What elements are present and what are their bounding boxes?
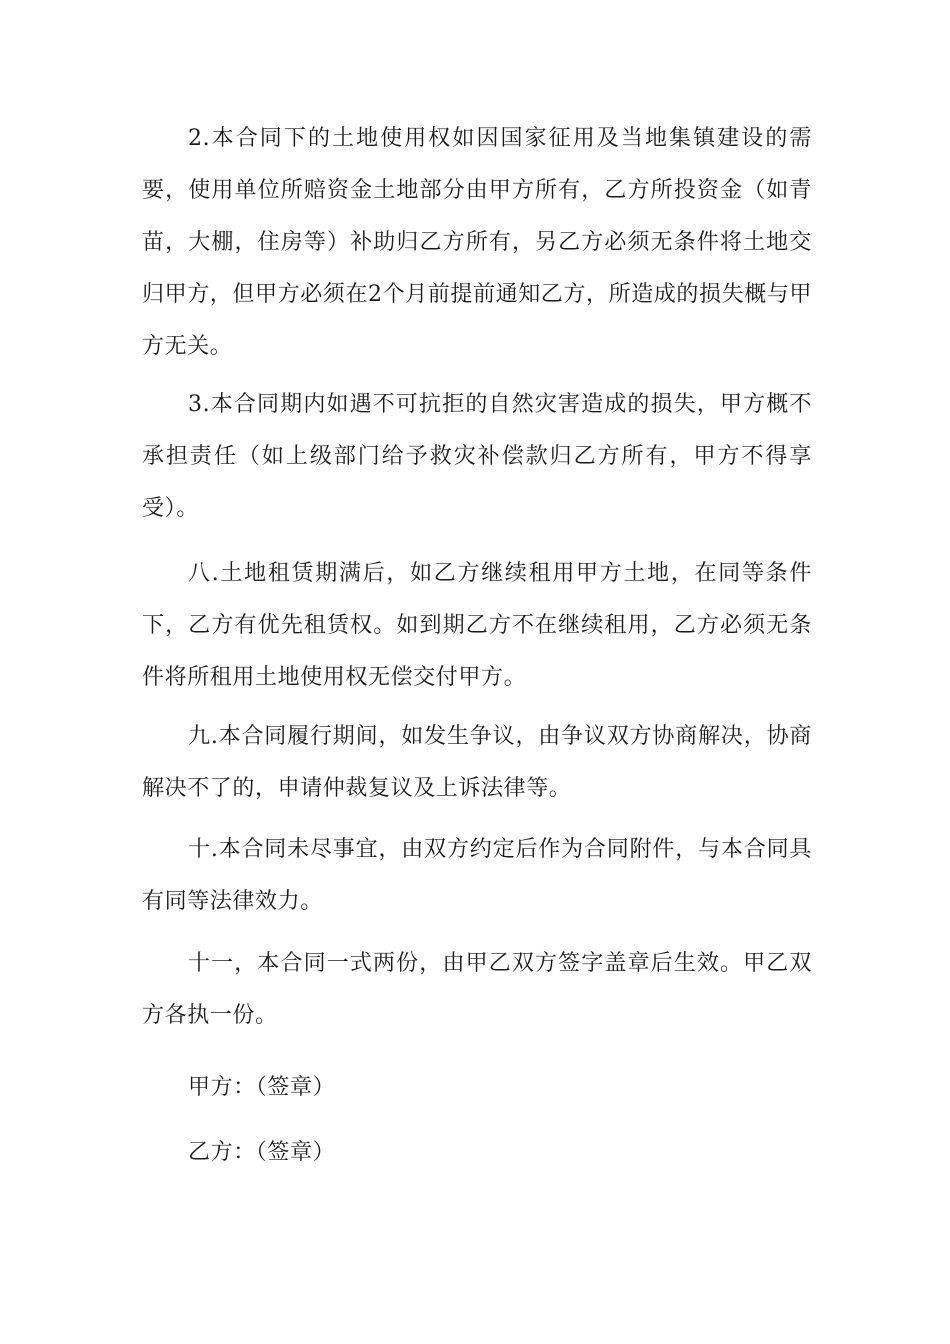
party-b-signature-line: 乙方：（签章） <box>188 1140 336 1165</box>
party-a-signature-line: 甲方：（签章） <box>188 1075 336 1100</box>
clause-8-lease-renewal: 八.土地租赁期满后，如乙方继续租用甲方土地，在同等条件下，乙方有优先租赁权。如到期乙方不在继续租用，乙方必须无条件将所租用土地使用权无偿交付甲方。 <box>142 561 812 690</box>
clause-3-force-majeure: 3.本合同期内如遇不可抗拒的自然灾害造成的损失，甲方概不承担责任（如上级部门给予救灾补偿款归乙方所有，甲方不得享受）。 <box>142 392 812 521</box>
clause-10-supplementary-matters: 十.本合同未尽事宜，由双方约定后作为合同附件，与本合同具有同等法律效力。 <box>142 837 812 914</box>
clause-9-dispute-resolution: 九.本合同履行期间，如发生争议，由争议双方协商解决，协商解决不了的，申请仲裁复议及上诉法律等。 <box>142 724 812 801</box>
clause-11-copies-and-effect: 十一，本合同一式两份，由甲乙双方签字盖章后生效。甲乙双方各执一份。 <box>142 951 812 1028</box>
clause-2-land-requisition: 2.本合同下的土地使用权如因国家征用及当地集镇建设的需要，使用单位所赔资金土地部分由甲方所有，乙方所投资金（如青苗，大棚，住房等）补助归乙方所有，另乙方必须无条件将土地交归甲方，但甲方必须在2个月前提前通知乙方，所造成的损失概与甲方无关。 <box>142 126 812 359</box>
